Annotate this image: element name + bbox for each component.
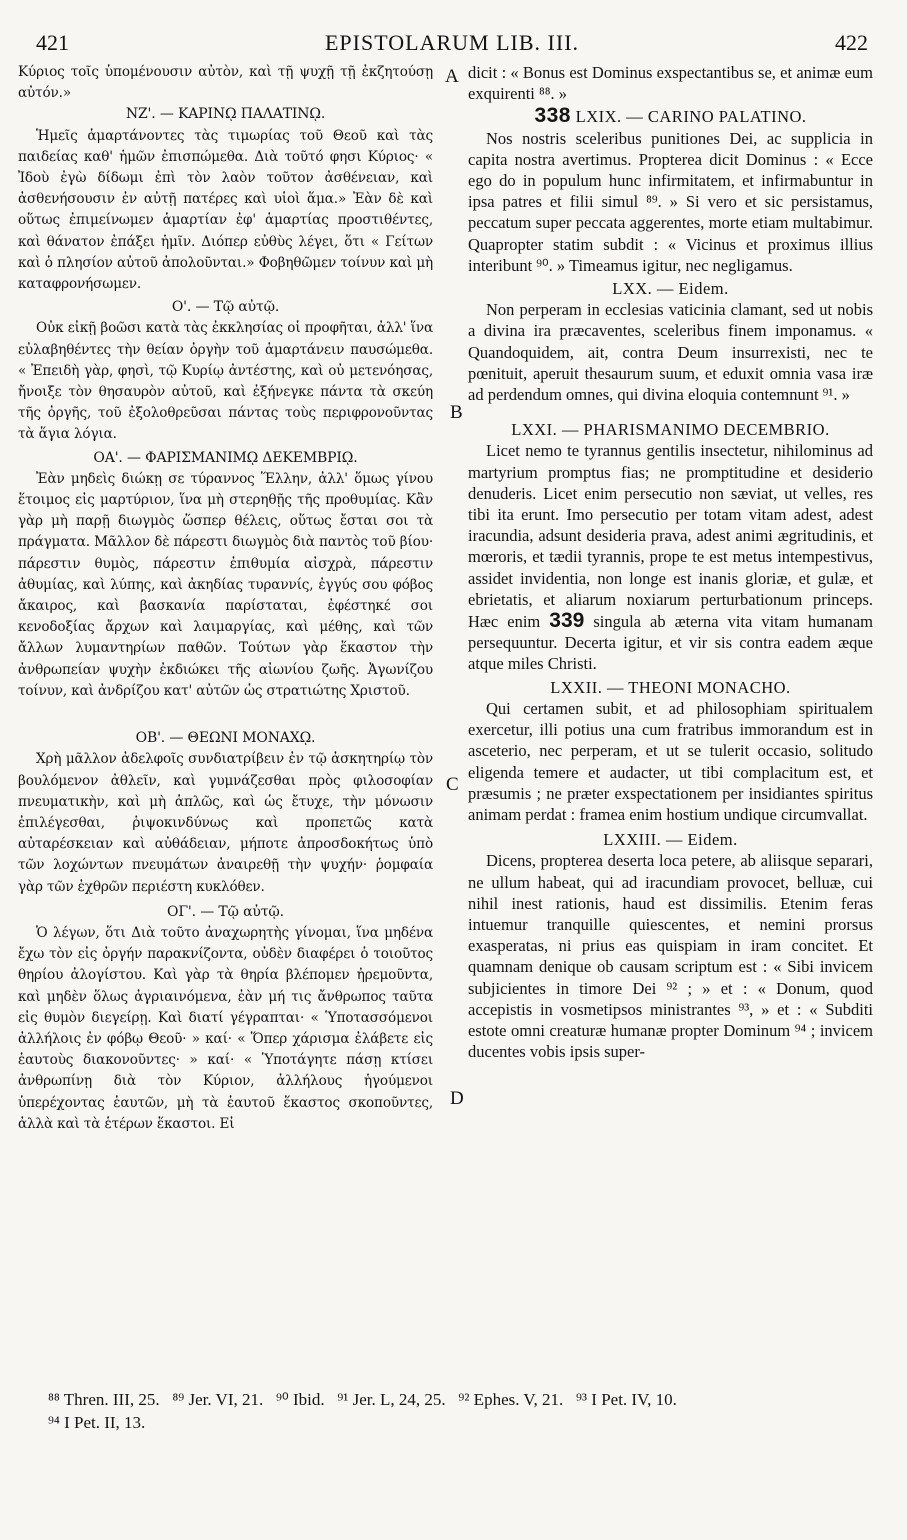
latin-letter-69-text: Nos nostris sceleribus punitiones Dei, ac supplicia in capita nostra avertimus. Propterea dicit Dominus : « Ecce ego do in populum hunc infirmitatem, et infirmabuntur in ipsa patres et filii simul ⁸⁹. » Si vero et sic persistamus, peccatum super peccata aggerentes, morte etiam multabimur. Quapropter statim subdit : « Vicinus et proximus illius interibunt ⁹⁰. » Timeamus igitur, nec negligamus. [468,128,873,275]
latin-letter-70-title: LXX. — Eidem. [612,279,729,299]
latin-letter-71-text [468,440,873,674]
margin-letter-a: A [445,66,459,87]
latin-letter-70-text: Non perperam in ecclesias vaticinia clamant, sed ut nobis a divina ira præcaventes, sceleribus finem imponamus. « Quandoquidem, ait, contra Deum insurrexisti, nec te pœnituit, aperuit thesaurum suum, et eduxit omnia vasa iræ ad perdendum omnes, qui divina eloquia contemnunt ⁹¹. » [468,300,873,405]
column-number-338: 338 [534,104,571,128]
greek-letter-72-text: Χρὴ μᾶλλον ἀδελφοῖς συνδιατρίβειν ἐν τῷ ἀσκητηρίῳ τὸν βουλόμενον ἀθλεῖν, καὶ γυμνάζεσθαι πρὸς φιλοσοφίαν πνευματικὴν, καὶ μὴ ἁπλῶς, καὶ ὡς ἔτυχε, τὴν μόνωσιν ἐπιλέγεσθαι, ῥιψοκινδύνως καὶ προπετῶς κατὰ αὐταρέσκειαν καὶ αὐθάδειαν, μήποτε ἀπροσδοκήτως ὑπὸ τῶν λοχώντων πνευμάτων ἀναιρεθῇ τὴν ψυχήν· ῥομφαία γὰρ τῶν ἐχθρῶν περιέστη κυκλόθεν. [18,751,433,895]
latin-letter-73-title: LXXIII. — Eidem. [603,830,738,850]
greek-letter-71-title: ΟΑ'. — ΦΑΡΙΣΜΑΝΙΜῼ ΔΕΚΕΜΒΡΙῼ. [93,449,358,466]
latin-letter-71-text-a: Licet nemo te tyrannus gentilis insectetur, nihilominus ad martyrium promptus fias; ne promptitudine et desiderio denuderis. Licet enim persecutio non sæviat, ut velles, res tibi ita erunt. Imo persecutio per totam vitam adest, adest iracundia, adsunt desideria prava, adest animi ægritudinis, et mœroris, et tædii tyrannis, prope te est metus intempestivus, assidet invidentia, non longe est inanis gloriæ, et gulæ, et ebrietatis, et aliarum noxiarum perturbationum princeps. Hæc enim [468,441,873,632]
right-page-number: 422 [835,30,868,55]
latin-letter-71-title: LXXI. — PHARISMANIMO DECEMBRIO. [511,420,830,440]
latin-letter-72-title: LXXII. — THEONI MONACHO. [550,677,791,697]
greek-letter-56-text: Ἡμεῖς ἁμαρτάνοντες τὰς τιμωρίας τοῦ Θεοῦ καὶ τὰς παιδείας καθ' ἡμῶν ἐπισπώμεθα. Διὰ τοῦτό φησι Κύριος· « Ἰδοὺ ἐγὼ δίδωμι ἐπὶ τὸν λαὸν τοῦτον ἀσθένειαν, καὶ ἀσθενήσουσιν ἐν αὐτῇ πατέρες καὶ υἱοὶ ἅμα.» Ἐὰν δὲ καὶ οὕτως ἐπιμείνωμεν ἁμαρτίαν ἐφ' ἁμαρτίας προστιθέντες, καὶ θάνατον ἐπάξει ἡμῖν. Διόπερ εὐθὺς λέγει, ὅτι « Γείτων καὶ ὁ πλησίον αὐτοῦ ἀπολοῦνται.» Φοβηθῶμεν τοίνυν καὶ μὴ καταφρονήσωμεν. [18,127,433,293]
latin-intro-text: dicit : « Bonus est Dominus exspectantibus se, et animæ eum exquirenti ⁸⁸. » [468,63,873,104]
latin-letter-69-heading [468,105,873,127]
latin-letter-72-text: Qui certamen subit, et ad philosophiam spiritualem exercetur, illi potius una cum fratribus immorandum est in asceterio, nec perperam, et ut se tulerit occasio, solitudo eligenda temere et audacter, ut tibi complacitum est, et præsumis ; ne præter exspectationem per insidiantes spiritus animam perdat : framea enim hostium undique circumvallat. [468,698,873,824]
greek-letter-70-title: Ο'. — Τῷ αὐτῷ. [171,299,280,316]
page-header [36,30,868,60]
margin-letter-d: D [450,1088,464,1109]
column-number-339: 339 [549,609,585,633]
latin-letter-69-title: LXIX. — CARINO PALATINO. [575,107,807,127]
greek-letter-73-title: ΟΓ'. — Τῷ αὐτῷ. [167,903,284,920]
latin-letter-73-text: Dicens, propterea deserta loca petere, ab aliisque separari, ne ullum habeat, qui ad iracundiam provocet, belluæ, cui nihil inest rationis, haud est dissimilis. Etenim feras intuemur tranquille quiescentes, et nemini prorsus exasperatas, ni prius eas quispiam in iram concitet. Et quamnam denique ob causam scriptum est : « Sibi invicem subjicientes in timore Dei ⁹² ; » et : « Donum, quod accepistis in vosmetipsos ministrantes ⁹³, » et : « Subditi estote omni creaturæ humanæ propter Dominum ⁹⁴ ; invicem ducentes vobis ipsis super- [468,851,873,1062]
greek-letter-71-text: Ἐὰν μηδεὶς διώκῃ σε τύραννος Ἕλλην, ἀλλ' ὅμως γίνου ἕτοιμος εἰς μαρτύριον, ἵνα μὴ στερηθῇς τῆς προθυμίας. Κἂν γὰρ μὴ παρῇ διωγμὸς ὥσπερ θέλεις, οὕτως ἔσται σοι τὰ πράγματα. Μᾶλλον δὲ πάρεστι διωγμὸς διὰ παντὸς τοῦ βίου· πάρεστιν θυμὸς, πάρεστιν ἐπιθυμία αἰσχρὰ, πάρεστιν ἀθυμίας, καὶ λύπης, καὶ ἀκηδίας τυραννίς, ἐγγύς σου φόβος ἄκαιρος, καὶ βασκανία παρίσταται, ἐφέστηκέ σοι κενοδοξίας ἄρχων καὶ λαιμαργίας, καὶ μέθης, καὶ τῶν ἄλλων λυμαντηρίων παθῶν. Τούτων γὰρ ἕκαστον τὴν ἀνθρωπείαν ψυχὴν ἐκδιώκει τῆς αἰωνίου ζωῆς. Ἀγωνίζου τοίνυν, καὶ ἀνδρίζου κατ' αὐτῶν ὡς στρατιώτης Χριστοῦ. [18,470,433,699]
greek-letter-73-text: Ὁ λέγων, ὅτι Διὰ τοῦτο ἀναχωρητὴς γίνομαι, ἵνα μηδένα ἔχω τὸν εἰς ὀργήν παρακνίζοντα, οὐδὲν διαφέρει ὁ τοιοῦτος θηρίου ἀλογίστου. Καὶ γὰρ τὰ θηρία βλέπομεν ἠρεμοῦντα, καὶ μηδὲν ὅλως ἀγριαινόμενα, ἐὰν μή τις ἄνθρωπος ταῦτα εἰς θυμὸν διεγείρῃ. Καὶ διατί γέγραπται· « Ὑποτασσόμενοι ἀλλήλοις ἐν φόβῳ Θεοῦ· » καί· « Ὅπερ χάρισμα ἐλάβετε εἰς ἑαυτοὺς διακονοῦντες· » καί· « Ὑποτάγητε πάσῃ κτίσει ἀνθρωπίνῃ διὰ τὸν Κύριον, ἀλλήλους ἡγούμενοι ὑπερέχοντας ἑαυτῶν, μὴ τὰ ἑαυτοῦ ἕκαστος σκοποῦντες, ἀλλὰ καὶ τὰ ἑτέρων ἕκαστοι. Εἰ [18,924,433,1132]
margin-letter-b: B [450,402,463,423]
greek-letter-72-title: ΟΒ'. — ΘΕΩΝΙ ΜΟΝΑΧῼ. [135,730,316,747]
left-page-number: 421 [36,30,69,55]
footnote-line-1: ⁸⁸ Thren. III, 25. ⁸⁹ Jer. VI, 21. ⁹⁰ Ibid. ⁹¹ Jer. L, 24, 25. ⁹² Ephes. V, 21. ⁹³ I Pet. IV, 10. [48,1390,677,1409]
greek-column [18,62,433,1362]
latin-letter-71-text-b: singula ab æterna vita vitam humanam persequuntur. Decerta igitur, et vir sis contra eadem æque atque miles Christi. [468,612,873,674]
running-title: EPISTOLARUM LIB. III. [324,30,580,55]
margin-letter-c: C [446,774,459,795]
greek-letter-70-text: Οὐκ εἰκῇ βοῶσι κατὰ τὰς ἐκκλησίας οἱ προφῆται, ἀλλ' ἵνα εὐλαβηθέντες τὴν θείαν ὀργὴν τοῦ ἁμαρτάνειν παυσώμεθα. « Ἐπειδὴ γὰρ, φησὶ, τῷ Κυρίῳ ἀντέστης, καὶ οὐ μετενόησας, ἤνοιξε τὸν θησαυρὸν αὐτοῦ, καὶ ἐξήνεγκε πάντα τὰ σκεύη τῆς ὀργῆς, τοῦ ἐξολοθρεῦσαι πάντας τοὺς περιφρονοῦντας τὰ ἅγια λόγια. [18,320,433,443]
greek-intro-text: Κύριος τοῖς ὑπομένουσιν αὐτὸν, καὶ τῇ ψυχῇ τῇ ἐκζητούσῃ αὐτόν.» [18,64,433,102]
latin-column [468,62,873,1362]
greek-letter-56-title: ΝΖ'. — ΚΑΡΙΝῼ ΠΑΛΑΤΙΝῼ. [125,106,326,123]
footnote-line-2: ⁹⁴ I Pet. II, 13. [48,1413,146,1432]
footnotes [48,1388,868,1434]
